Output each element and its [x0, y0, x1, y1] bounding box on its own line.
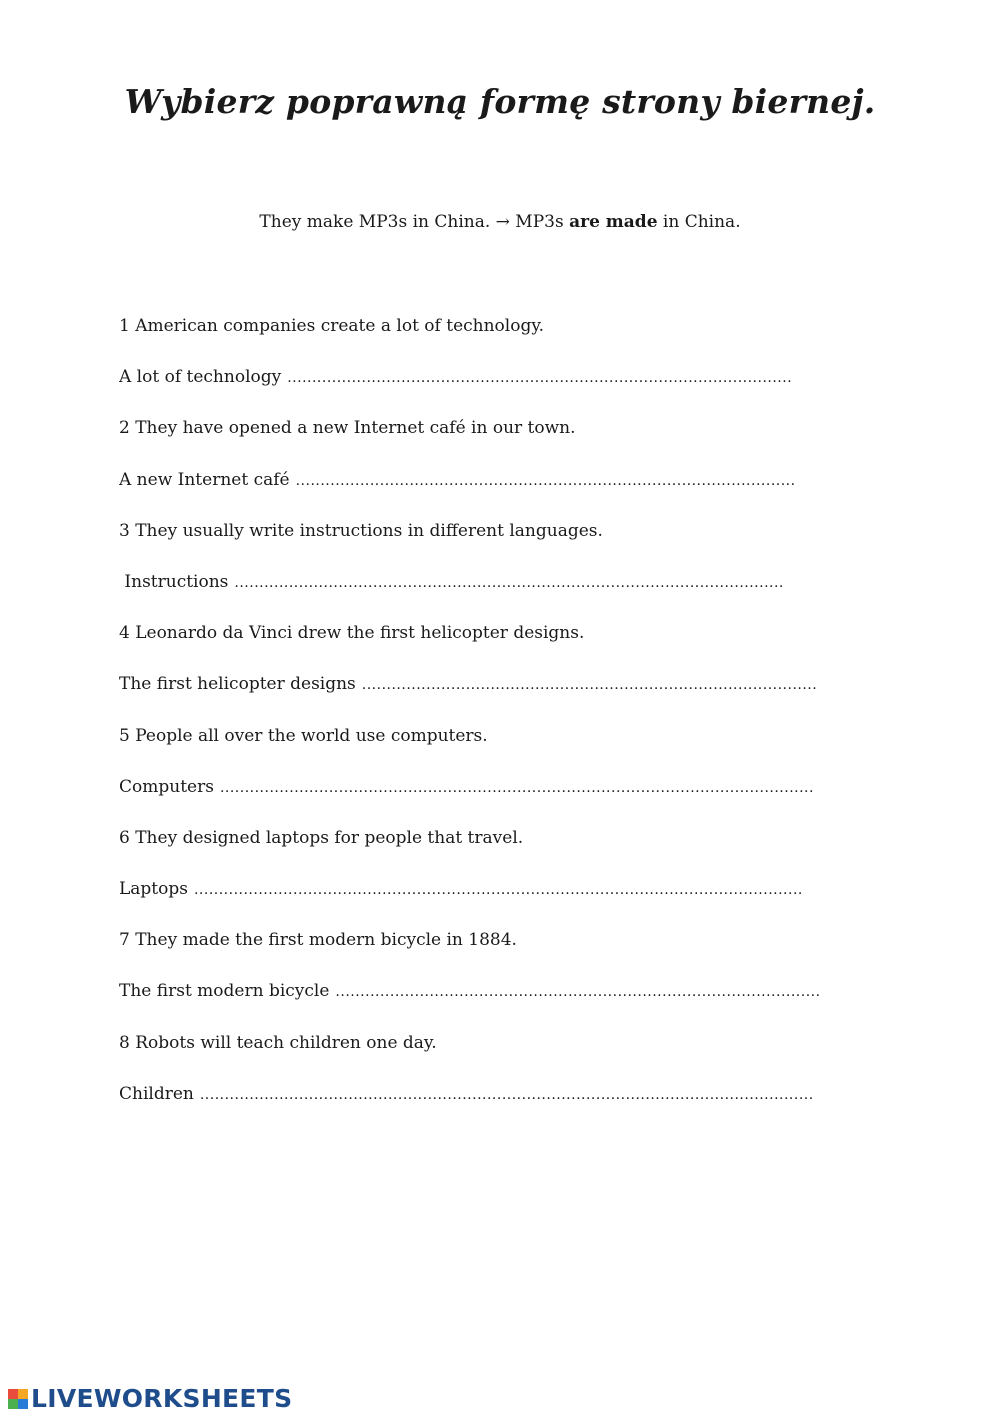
logo-square-4: [18, 1399, 28, 1409]
answer-blank[interactable]: ........................................................................................................................: [219, 779, 814, 796]
liveworksheets-logo-icon: [8, 1389, 28, 1409]
example-after: in China.: [662, 212, 741, 232]
exercise-list: [119, 314, 879, 1133]
answer-line[interactable]: [119, 365, 879, 416]
logo-square-2: [18, 1389, 28, 1399]
answer-prompt: The first modern bicycle: [119, 981, 330, 1002]
answer-line[interactable]: [119, 1082, 879, 1133]
answer-blank[interactable]: ...............................................................................................................: [234, 574, 784, 591]
footer-logo[interactable]: [8, 1384, 292, 1413]
brand-name: LIVEWORKSHEETS: [31, 1384, 293, 1413]
worksheet-title: Wybierz poprawną formę strony biernej.: [124, 82, 876, 121]
answer-blank[interactable]: ..................................................................................................: [335, 984, 821, 1001]
answer-line[interactable]: [119, 570, 879, 621]
example-before: They make MP3s in China. → MP3s: [259, 212, 564, 232]
exercise-sentence: 1 American companies create a lot of technology.: [119, 316, 545, 336]
answer-blank[interactable]: .....................................................................................................: [295, 472, 796, 489]
exercise-sentence: 8 Robots will teach children one day.: [119, 1032, 437, 1053]
answer-blank[interactable]: ............................................................................................................................: [199, 1086, 814, 1103]
answer-blank[interactable]: ......................................................................................................: [287, 370, 793, 387]
answer-blank[interactable]: ...........................................................................................................................: [193, 882, 803, 899]
exercise-sentence: 4 Leonardo da Vinci drew the first helicopter designs.: [119, 623, 585, 644]
answer-prompt: Instructions: [119, 571, 229, 592]
answer-line[interactable]: [119, 979, 879, 1030]
example-sentence: [0, 212, 1000, 232]
exercise-sentence: 7 They made the first modern bicycle in 1884.: [119, 930, 517, 951]
logo-square-1: [8, 1389, 18, 1399]
exercise-sentence: 6 They designed laptops for people that travel.: [119, 827, 524, 848]
exercise-sentence: 5 People all over the world use computers.: [119, 725, 488, 746]
answer-prompt: The first helicopter designs: [119, 674, 356, 695]
example-bold: are made: [569, 212, 658, 232]
exercise-sentence: 3 They usually write instructions in different languages.: [119, 520, 603, 541]
answer-line[interactable]: [119, 775, 879, 826]
answer-line[interactable]: [119, 877, 879, 928]
answer-prompt: A lot of technology: [119, 367, 282, 388]
answer-line[interactable]: [119, 672, 879, 723]
answer-prompt: A new Internet café: [119, 469, 290, 490]
answer-prompt: Computers: [119, 776, 214, 797]
answer-prompt: Laptops: [119, 879, 188, 900]
exercise-sentence: 2 They have opened a new Internet café in our town.: [119, 418, 576, 439]
answer-blank[interactable]: ............................................................................................: [361, 677, 818, 694]
answer-line[interactable]: [119, 468, 879, 519]
logo-square-3: [8, 1399, 18, 1409]
answer-prompt: Children: [119, 1083, 194, 1104]
